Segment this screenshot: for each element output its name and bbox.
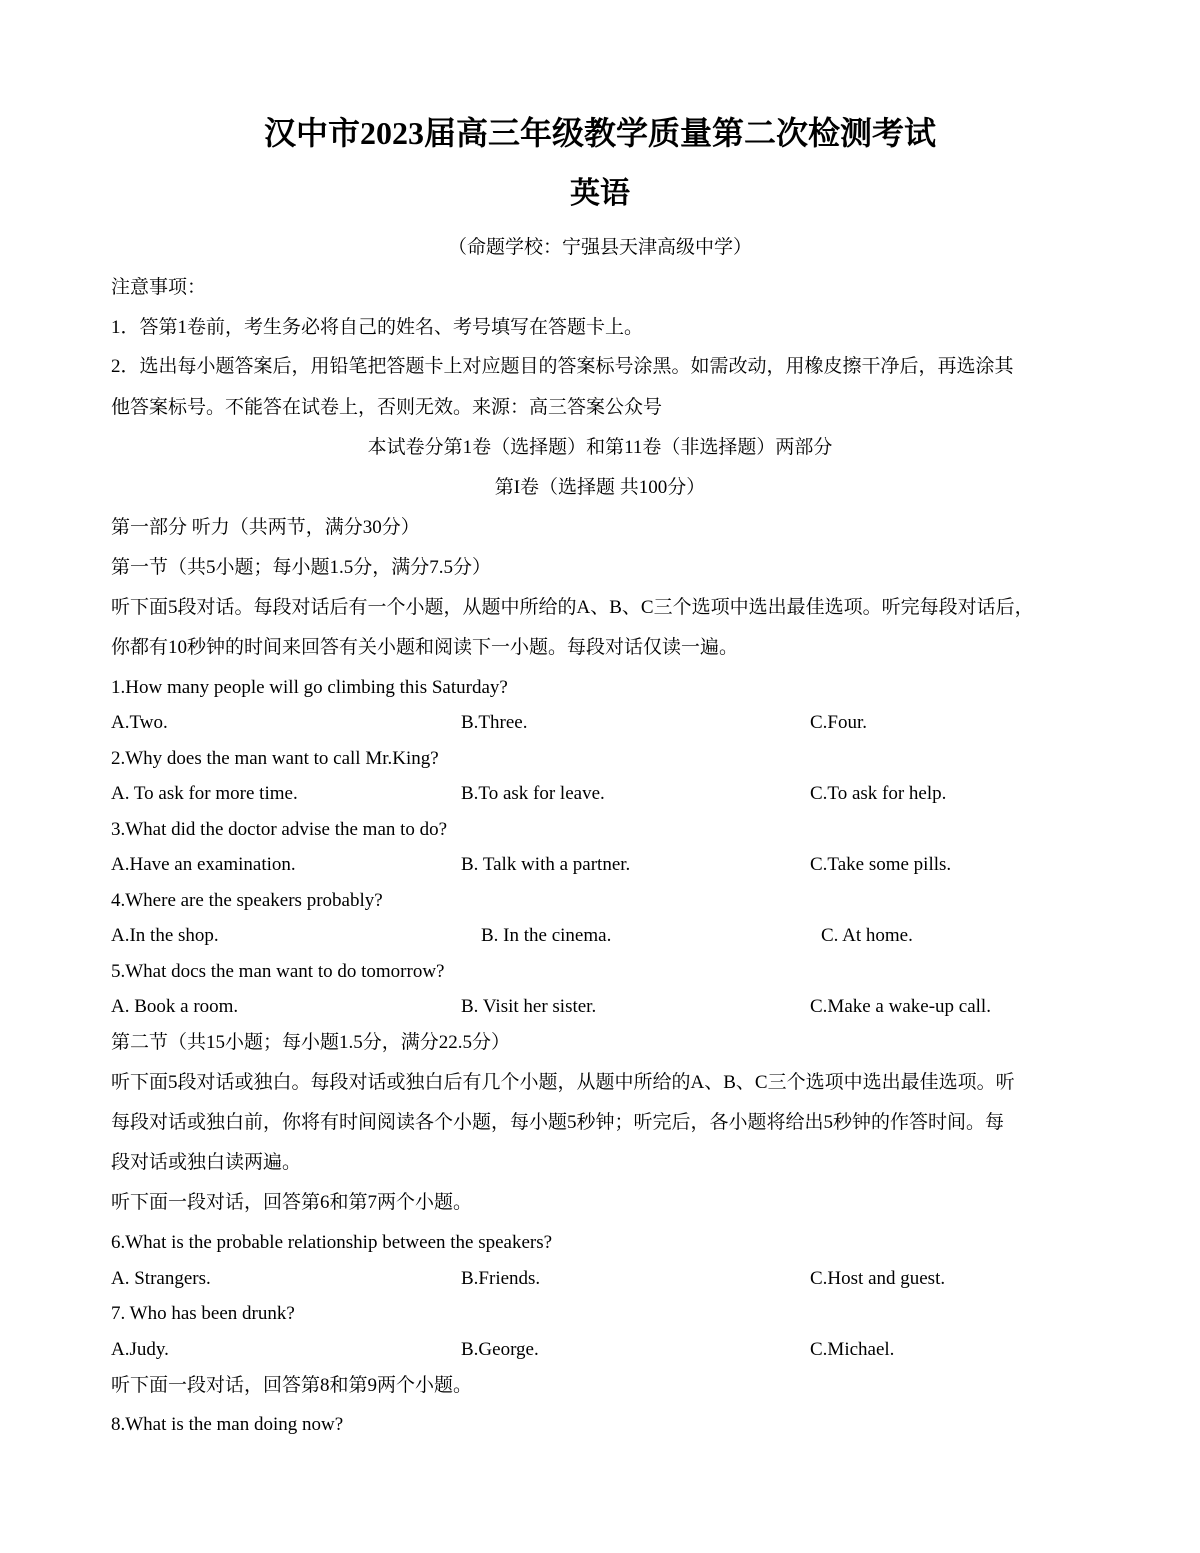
question-6: 6.What is the probable relationship between the speakers?: [111, 1232, 553, 1253]
question-1: 1.How many people will go climbing this Saturday?: [111, 677, 508, 698]
section-2-heading: 第二节（共15小题；每小题1.5分，满分22.5分）: [111, 1032, 511, 1053]
question-5-option-c: C.Make a wake-up call.: [810, 996, 991, 1017]
section-1-instruction-line-2: 你都有10秒钟的时间来回答有关小题和阅读下一小题。每段对话仅读一遍。: [111, 637, 739, 658]
section-1-instruction-line-1: 听下面5段对话。每段对话后有一个小题，从题中所给的A、B、C三个选项中选出最佳选项。听完每段对话后，: [111, 597, 1034, 618]
volume-1-heading: 第I卷（选择题 共100分）: [494, 477, 706, 498]
paper-structure: 本试卷分第1卷（选择题）和第11卷（非选择题）两部分: [367, 437, 833, 458]
exam-title: 汉中市2023届高三年级教学质量第二次检测考试: [263, 115, 936, 151]
school-note: （命题学校：宁强县天津高级中学）: [447, 237, 752, 258]
question-7-option-b: B.George.: [461, 1339, 539, 1360]
section-2-instruction-line-1: 听下面5段对话或独白。每段对话或独白后有几个小题，从题中所给的A、B、C三个选项中选出最佳选项。听: [111, 1072, 1015, 1093]
subject-title: 英语: [570, 177, 630, 210]
question-6-option-b: B.Friends.: [461, 1268, 541, 1289]
question-3-option-c: C.Take some pills.: [810, 854, 952, 875]
question-1-option-b: B.Three.: [461, 712, 528, 733]
section-2-instruction-line-3: 段对话或独白读两遍。: [111, 1152, 302, 1173]
question-2-option-a: A. To ask for more time.: [111, 783, 298, 804]
question-5: 5.What docs the man want to do tomorrow?: [111, 961, 445, 982]
question-3-option-b: B. Talk with a partner.: [461, 854, 631, 875]
question-7: 7. Who has been drunk?: [111, 1303, 295, 1324]
question-7-option-a: A.Judy.: [111, 1339, 169, 1360]
dialogue-group-1-intro: 听下面一段对话，回答第6和第7两个小题。: [111, 1192, 473, 1213]
section-2-instruction-line-2: 每段对话或独白前，你将有时间阅读各个小题，每小题5秒钟；听完后，各小题将给出5秒钟的作答时间。每: [111, 1112, 1005, 1133]
section-1-heading: 第一节（共5小题；每小题1.5分，满分7.5分）: [111, 557, 492, 578]
question-2-option-c: C.To ask for help.: [810, 783, 947, 804]
part-1-heading: 第一部分 听力（共两节，满分30分）: [111, 517, 420, 538]
dialogue-group-2-intro: 听下面一段对话，回答第8和第9两个小题。: [111, 1375, 473, 1396]
question-4: 4.Where are the speakers probably?: [111, 890, 383, 911]
question-7-option-c: C.Michael.: [810, 1339, 895, 1360]
question-2: 2.Why does the man want to call Mr.King?: [111, 748, 439, 769]
notice-item-2-line-2: 他答案标号。不能答在试卷上，否则无效。来源：高三答案公众号: [111, 397, 663, 418]
question-6-option-a: A. Strangers.: [111, 1268, 211, 1289]
question-6-option-c: C.Host and guest.: [810, 1268, 946, 1289]
question-4-option-c: C. At home.: [821, 925, 913, 946]
question-1-option-c: C.Four.: [810, 712, 868, 733]
question-4-option-a: A.In the shop.: [111, 925, 219, 946]
question-5-option-a: A. Book a room.: [111, 996, 239, 1017]
question-5-option-b: B. Visit her sister.: [461, 996, 597, 1017]
question-2-option-b: B.To ask for leave.: [461, 783, 605, 804]
question-1-option-a: A.Two.: [111, 712, 168, 733]
question-3-option-a: A.Have an examination.: [111, 854, 296, 875]
question-3: 3.What did the doctor advise the man to do?: [111, 819, 448, 840]
notice-heading: 注意事项：: [111, 277, 207, 298]
question-4-option-b: B. In the cinema.: [481, 925, 612, 946]
notice-item-1: 1．答第1卷前，考生务必将自己的姓名、考号填写在答题卡上。: [111, 317, 644, 338]
notice-item-2-line-1: 2．选出每小题答案后，用铅笔把答题卡上对应题目的答案标号涂黑。如需改动，用橡皮擦干净后，再选涂其: [111, 356, 1014, 377]
question-8: 8.What is the man doing now?: [111, 1414, 344, 1435]
